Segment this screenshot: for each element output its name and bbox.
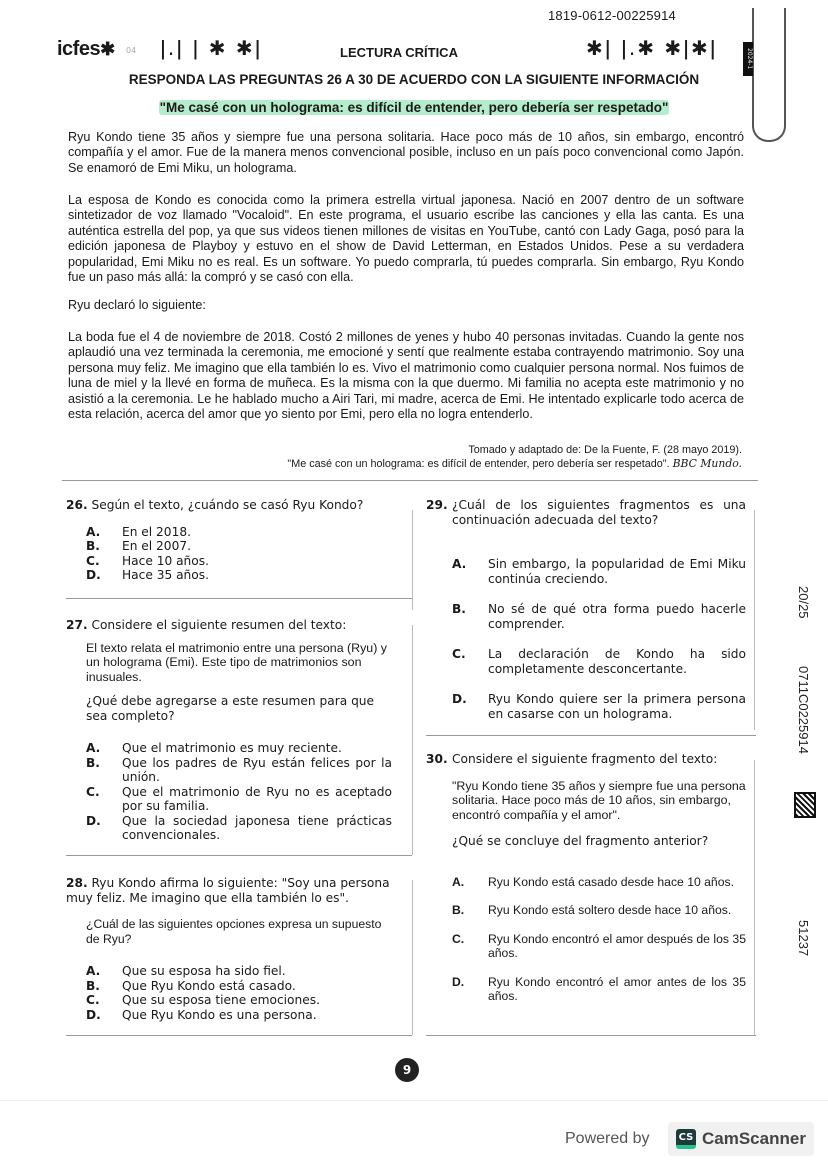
- option-d[interactable]: [452, 975, 746, 1004]
- sub-prompt: ¿Qué se concluye del fragmento anterior?: [452, 834, 709, 848]
- question-28: [66, 876, 392, 1022]
- option-text: Que el matrimonio de Ryu no es aceptado por su familia.: [122, 784, 392, 813]
- option-b[interactable]: [86, 756, 392, 785]
- fragment-quote: "Ryu Kondo tiene 35 años y siempre fue una persona solitaria. Hace poco más de 10 años, sin embargo, encontró compañía y el amor".: [452, 778, 746, 822]
- question-prompt: [66, 618, 392, 633]
- logo-star-icon: ✱: [100, 39, 115, 59]
- option-letter: A.: [452, 557, 467, 571]
- option-letter: B.: [452, 903, 465, 917]
- page-number: 9: [395, 1058, 419, 1082]
- option-text: En el 2018.: [122, 524, 191, 539]
- question-30: [426, 752, 746, 1004]
- option-text: Que los padres de Ryu están felices por la unión.: [122, 755, 392, 784]
- option-text: Ryu Kondo encontró el amor después de los 35 años.: [488, 931, 746, 960]
- option-text: Que su esposa ha sido fiel.: [122, 964, 286, 978]
- article-title: [0, 100, 828, 115]
- page-fraction: 20/25: [796, 586, 811, 619]
- option-letter: C.: [86, 553, 100, 568]
- option-text: En el 2007.: [122, 539, 191, 553]
- option-d[interactable]: [452, 692, 746, 721]
- option-a[interactable]: [86, 964, 392, 979]
- option-b[interactable]: [86, 539, 406, 554]
- option-letter: C.: [86, 993, 100, 1007]
- option-letter: D.: [452, 974, 465, 989]
- side-number: 51237: [796, 920, 811, 957]
- option-text: Que su esposa tiene emociones.: [122, 993, 320, 1007]
- option-letter: B.: [86, 978, 100, 993]
- option-text: Hace 10 años.: [122, 553, 209, 568]
- option-d[interactable]: [86, 814, 392, 843]
- booklet-code: 0711C0225914: [796, 666, 811, 754]
- option-c[interactable]: [452, 932, 746, 961]
- option-d[interactable]: [86, 1008, 392, 1023]
- divider: [62, 480, 758, 481]
- source-outlet: BBC Mundo.: [672, 457, 742, 470]
- passage-paragraph-1: Ryu Kondo tiene 35 años y siempre fue una persona solitaria. Hace poco más de 10 años, sin embargo, encontró compañía y el amor. Fue de la manera menos convencional posible, incluso en un país poco convencional como Japón. Se enamoró de Emi Miku, un holograma.: [68, 130, 744, 175]
- prompt-text: Ryu Kondo afirma lo siguiente: "Soy una persona muy feliz. Me imagino que ella también lo es".: [66, 876, 390, 905]
- option-a[interactable]: [86, 741, 392, 756]
- camscanner-label: CamScanner: [702, 1129, 806, 1148]
- powered-by-label: Powered by: [565, 1130, 650, 1147]
- question-prompt: [66, 876, 392, 905]
- question-prompt: [426, 752, 746, 767]
- option-text: Que el matrimonio es muy reciente.: [122, 741, 342, 755]
- passage-paragraph-3: Ryu declaró lo siguiente:: [68, 298, 206, 312]
- question-29: [426, 498, 746, 721]
- year-tag: 2024-1: [743, 42, 753, 76]
- option-text: La declaración de Kondo ha sido completamente desconcertante.: [488, 647, 746, 676]
- sub-prompt: ¿Qué debe agregarse a este resumen para que sea completo?: [86, 694, 375, 723]
- divider: [66, 1035, 412, 1036]
- document-id: 1819-0612-00225914: [548, 8, 676, 23]
- option-letter: B.: [86, 539, 100, 553]
- question-number: 28.: [66, 876, 88, 890]
- prompt-text: Considere el siguiente resumen del texto:: [91, 618, 347, 632]
- form-code: 04: [126, 46, 137, 55]
- section-title: LECTURA CRÍTICA: [340, 45, 458, 60]
- question-number: 29.: [426, 498, 448, 512]
- option-letter: A.: [86, 524, 101, 539]
- option-text: Ryu Kondo está soltero desde hace 10 años.: [488, 903, 732, 917]
- option-letter: D.: [86, 568, 101, 582]
- prompt-text: Considere el siguiente fragmento del texto:: [452, 752, 718, 766]
- article-title-text: "Me casé con un holograma: es difícil de entender, pero debería ser respetado": [159, 100, 669, 115]
- option-letter: B.: [452, 602, 466, 616]
- column-divider: [412, 510, 413, 610]
- icfes-logo: [57, 38, 115, 61]
- registration-marks-left: ǀ.ǀ ǀ ✱ ✱ǀ: [160, 36, 263, 60]
- option-text: No sé de qué otra forma puedo hacerle comprender.: [488, 602, 746, 631]
- option-b[interactable]: [86, 979, 392, 994]
- option-text: Que Ryu Kondo es una persona.: [122, 1007, 317, 1022]
- column-divider: [754, 760, 755, 1035]
- option-c[interactable]: [86, 554, 406, 569]
- question-27: [66, 618, 392, 843]
- divider: [426, 1035, 756, 1036]
- option-letter: D.: [86, 813, 101, 828]
- option-letter: A.: [452, 874, 465, 889]
- option-letter: C.: [452, 647, 466, 661]
- question-number: 30.: [426, 752, 448, 766]
- source-title: "Me casé con un holograma: es difícil de entender, pero debería ser respetado".: [287, 458, 670, 470]
- option-letter: B.: [86, 755, 100, 770]
- option-a[interactable]: [452, 557, 746, 586]
- option-c[interactable]: [86, 993, 392, 1008]
- column-divider: [412, 625, 413, 855]
- option-c[interactable]: [452, 647, 746, 676]
- prompt-text: ¿Cuál de los siguientes fragmentos es una continuación adecuada del texto?: [452, 498, 746, 527]
- option-letter: C.: [452, 931, 465, 946]
- camscanner-icon: CS: [676, 1129, 696, 1149]
- divider: [66, 598, 412, 599]
- passage-paragraph-2: La esposa de Kondo es conocida como la primera estrella virtual japonesa. Nació en 2007 dentro de un software sintetizador de voz llamado "Vocaloid". En este programa, el usuario escribe las canciones y ella las canta. Es una auténtica estrella del pop, ya que sus videos tienen millones de visitas en YouTube, cantó con Lady Gaga, posó para la edición japonesa de Playboy y estuvo en el show de David Letterman, en Estados Unidos. Pese a su verdadera popularidad, Emi Miku no es real. Es un software. Yo puedo comprarla, tú puedes comprarla. Sin embargo, Ryu Kondo fue un paso más allá: la compró y se casó con ella.: [68, 193, 744, 285]
- option-letter: C.: [86, 784, 100, 799]
- passage-paragraph-4: La boda fue el 4 de noviembre de 2018. Costó 2 millones de yenes y hubo 40 personas invitadas. Cuando la gente nos aplaudió una vez terminada la ceremonia, me emocioné y sentí que realmente estaba contrayendo matrimonio. Soy una persona muy feliz. Me imagino que ella también lo es. Vivo el matrimonio como cualquier persona normal. Nos fuimos de luna de miel y la llevé en forma de muñeca. Es la misma con la que duermo. Mi familia no acepta este matrimonio y no asistió a la ceremonia. Le he hablado mucho a Airi Tari, mi madre, acerca de Emi. He intentado explicarle todo acerca de esta relación, acerca del amor que yo siento por Emi, pero ella no logra entenderlo.: [68, 330, 744, 422]
- option-letter: A.: [86, 964, 101, 978]
- column-divider: [412, 880, 413, 1035]
- option-a[interactable]: [452, 875, 746, 890]
- summary-quote: El texto relata el matrimonio entre una persona (Ryu) y un holograma (Emi). Este tipo de matrimonios son inusuales.: [86, 640, 387, 684]
- option-text: Sin embargo, la popularidad de Emi Miku continúa creciendo.: [488, 557, 746, 586]
- column-divider: [754, 510, 755, 730]
- option-letter: D.: [452, 692, 467, 706]
- question-prompt: [66, 498, 406, 513]
- registration-marks-right: ✱ǀ ǀ.✱ ✱ǀ✱ǀ: [586, 36, 718, 60]
- option-letter: A.: [86, 741, 101, 755]
- option-letter: D.: [86, 1007, 101, 1022]
- instructions: RESPONDA LAS PREGUNTAS 26 A 30 DE ACUERDO CON LA SIGUIENTE INFORMACIÓN: [128, 72, 700, 87]
- option-b[interactable]: [452, 602, 746, 631]
- option-text: Ryu Kondo quiere ser la primera persona en casarse con un holograma.: [488, 692, 746, 721]
- sub-prompt: ¿Cuál de las siguientes opciones expresa un supuesto de Ryu?: [86, 917, 382, 946]
- question-number: 27.: [66, 618, 88, 632]
- source-citation: [287, 443, 742, 471]
- question-26: [66, 498, 406, 583]
- source-line-1: Tomado y adaptado de: De la Fuente, F. (28 mayo 2019).: [468, 444, 742, 456]
- divider: [66, 855, 412, 856]
- divider: [426, 735, 756, 736]
- qr-code-icon: [794, 792, 816, 818]
- logo-text: icfes: [57, 38, 101, 60]
- option-text: Ryu Kondo encontró el amor antes de los 35 años.: [488, 974, 746, 1003]
- option-d[interactable]: [86, 568, 406, 583]
- option-text: Ryu Kondo está casado desde hace 10 años.: [488, 874, 734, 889]
- option-b[interactable]: [452, 903, 746, 918]
- prompt-text: Según el texto, ¿cuándo se casó Ryu Kondo?: [91, 498, 364, 512]
- option-c[interactable]: [86, 785, 392, 814]
- option-text: Hace 35 años.: [122, 568, 209, 582]
- source-line-2: [287, 457, 742, 471]
- question-number: 26.: [66, 498, 88, 512]
- option-text: Que Ryu Kondo está casado.: [122, 978, 296, 993]
- option-text: Que la sociedad japonesa tiene prácticas convencionales.: [122, 813, 392, 842]
- option-a[interactable]: [86, 525, 406, 540]
- question-prompt: [426, 498, 746, 527]
- camscanner-badge[interactable]: [668, 1122, 814, 1156]
